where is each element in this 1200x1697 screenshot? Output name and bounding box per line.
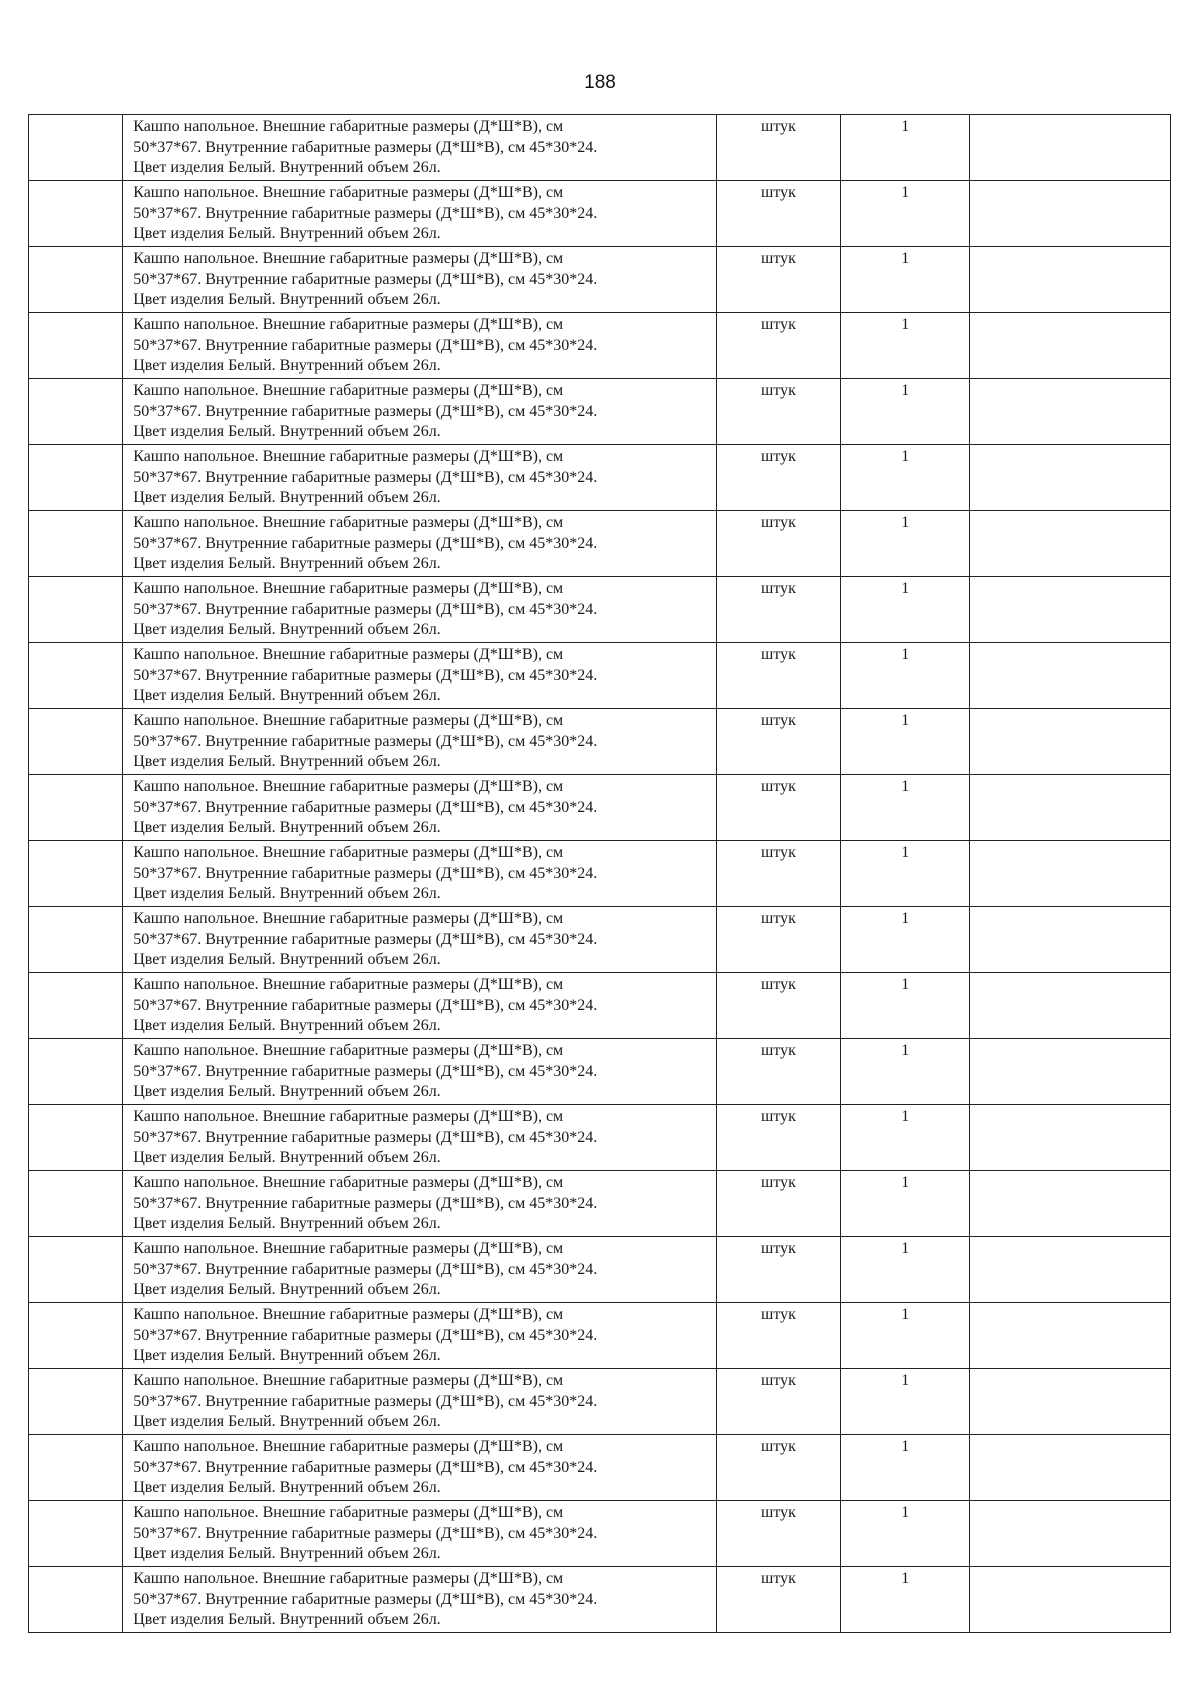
description-line: Цвет изделия Белый. Внутренний объем 26л. bbox=[133, 819, 441, 836]
quantity-cell: 1 bbox=[841, 1039, 970, 1105]
description-line: 50*37*67. Внутренние габаритные размеры (Д*Ш*В), см 45*30*24. bbox=[133, 1260, 598, 1278]
description-line: 50*37*67. Внутренние габаритные размеры (Д*Ш*В), см 45*30*24. bbox=[133, 930, 598, 948]
quantity-cell: 1 bbox=[841, 181, 970, 247]
note-cell bbox=[970, 841, 1171, 907]
row-number-cell bbox=[29, 643, 123, 709]
note-cell bbox=[970, 907, 1171, 973]
description-line: Кашпо напольное. Внешние габаритные размеры (Д*Ш*В), см bbox=[133, 514, 564, 531]
description-line: Кашпо напольное. Внешние габаритные размеры (Д*Ш*В), см bbox=[133, 910, 564, 927]
description-cell bbox=[123, 379, 717, 445]
description-line: 50*37*67. Внутренние габаритные размеры (Д*Ш*В), см 45*30*24. bbox=[133, 798, 598, 816]
note-cell bbox=[970, 1237, 1171, 1303]
description-cell bbox=[123, 577, 717, 643]
description-cell bbox=[123, 445, 717, 511]
row-number-cell bbox=[29, 1105, 123, 1171]
row-number-cell bbox=[29, 577, 123, 643]
table-row bbox=[29, 973, 1171, 1039]
row-number-cell bbox=[29, 1237, 123, 1303]
row-number-cell bbox=[29, 115, 123, 181]
description-cell bbox=[123, 1171, 717, 1237]
description-cell bbox=[123, 1567, 717, 1633]
quantity-cell: 1 bbox=[841, 1303, 970, 1369]
description-line: Кашпо напольное. Внешние габаритные размеры (Д*Ш*В), см bbox=[133, 184, 564, 201]
row-number-cell bbox=[29, 775, 123, 841]
unit-cell: штук bbox=[716, 1039, 840, 1105]
description-line: 50*37*67. Внутренние габаритные размеры (Д*Ш*В), см 45*30*24. bbox=[133, 402, 598, 420]
description-line: Кашпо напольное. Внешние габаритные размеры (Д*Ш*В), см bbox=[133, 1108, 564, 1125]
unit-cell: штук bbox=[716, 775, 840, 841]
description-line: Цвет изделия Белый. Внутренний объем 26л. bbox=[133, 1545, 441, 1562]
row-number-cell bbox=[29, 1435, 123, 1501]
row-number-cell bbox=[29, 247, 123, 313]
row-number-cell bbox=[29, 1567, 123, 1633]
description-cell bbox=[123, 181, 717, 247]
table-row bbox=[29, 511, 1171, 577]
unit-cell: штук bbox=[716, 577, 840, 643]
table-row bbox=[29, 1369, 1171, 1435]
description-line: Цвет изделия Белый. Внутренний объем 26л. bbox=[133, 687, 441, 704]
row-number-cell bbox=[29, 313, 123, 379]
table-row bbox=[29, 1171, 1171, 1237]
description-line: 50*37*67. Внутренние габаритные размеры (Д*Ш*В), см 45*30*24. bbox=[133, 864, 598, 882]
description-line: Цвет изделия Белый. Внутренний объем 26л. bbox=[133, 951, 441, 968]
description-line: Цвет изделия Белый. Внутренний объем 26л. bbox=[133, 621, 441, 638]
quantity-cell: 1 bbox=[841, 1435, 970, 1501]
description-line: Кашпо напольное. Внешние габаритные размеры (Д*Ш*В), см bbox=[133, 580, 564, 597]
description-line: 50*37*67. Внутренние габаритные размеры (Д*Ш*В), см 45*30*24. bbox=[133, 666, 598, 684]
description-cell bbox=[123, 1303, 717, 1369]
row-number-cell bbox=[29, 841, 123, 907]
description-cell bbox=[123, 1369, 717, 1435]
description-cell bbox=[123, 115, 717, 181]
description-line: 50*37*67. Внутренние габаритные размеры (Д*Ш*В), см 45*30*24. bbox=[133, 270, 598, 288]
description-cell bbox=[123, 1105, 717, 1171]
note-cell bbox=[970, 115, 1171, 181]
description-line: Кашпо напольное. Внешние габаритные размеры (Д*Ш*В), см bbox=[133, 1240, 564, 1257]
description-line: 50*37*67. Внутренние габаритные размеры (Д*Ш*В), см 45*30*24. bbox=[133, 336, 598, 354]
description-line: 50*37*67. Внутренние габаритные размеры (Д*Ш*В), см 45*30*24. bbox=[133, 468, 598, 486]
unit-cell: штук bbox=[716, 115, 840, 181]
description-cell bbox=[123, 1435, 717, 1501]
quantity-cell: 1 bbox=[841, 841, 970, 907]
note-cell bbox=[970, 379, 1171, 445]
description-line: Цвет изделия Белый. Внутренний объем 26л. bbox=[133, 423, 441, 440]
note-cell bbox=[970, 577, 1171, 643]
unit-cell: штук bbox=[716, 1303, 840, 1369]
description-line: Кашпо напольное. Внешние габаритные размеры (Д*Ш*В), см bbox=[133, 976, 564, 993]
note-cell bbox=[970, 181, 1171, 247]
unit-cell: штук bbox=[716, 511, 840, 577]
description-cell bbox=[123, 709, 717, 775]
quantity-cell: 1 bbox=[841, 1105, 970, 1171]
description-line: Цвет изделия Белый. Внутренний объем 26л. bbox=[133, 1347, 441, 1364]
description-line: Цвет изделия Белый. Внутренний объем 26л. bbox=[133, 1281, 441, 1298]
quantity-cell: 1 bbox=[841, 313, 970, 379]
quantity-cell: 1 bbox=[841, 1501, 970, 1567]
description-line: 50*37*67. Внутренние габаритные размеры (Д*Ш*В), см 45*30*24. bbox=[133, 1524, 598, 1542]
note-cell bbox=[970, 709, 1171, 775]
description-line: Кашпо напольное. Внешние габаритные размеры (Д*Ш*В), см bbox=[133, 118, 564, 135]
unit-cell: штук bbox=[716, 907, 840, 973]
unit-cell: штук bbox=[716, 379, 840, 445]
quantity-cell: 1 bbox=[841, 511, 970, 577]
quantity-cell: 1 bbox=[841, 445, 970, 511]
page-number: 188 bbox=[584, 72, 616, 93]
description-line: Кашпо напольное. Внешние габаритные размеры (Д*Ш*В), см bbox=[133, 778, 564, 795]
row-number-cell bbox=[29, 1501, 123, 1567]
description-line: Кашпо напольное. Внешние габаритные размеры (Д*Ш*В), см bbox=[133, 1174, 564, 1191]
table-row bbox=[29, 577, 1171, 643]
description-line: Кашпо напольное. Внешние габаритные размеры (Д*Ш*В), см bbox=[133, 712, 564, 729]
unit-cell: штук bbox=[716, 181, 840, 247]
description-line: Цвет изделия Белый. Внутренний объем 26л. bbox=[133, 489, 441, 506]
table-row bbox=[29, 115, 1171, 181]
description-line: 50*37*67. Внутренние габаритные размеры (Д*Ш*В), см 45*30*24. bbox=[133, 1128, 598, 1146]
description-cell bbox=[123, 1039, 717, 1105]
quantity-cell: 1 bbox=[841, 1237, 970, 1303]
description-cell bbox=[123, 313, 717, 379]
note-cell bbox=[970, 775, 1171, 841]
description-line: Кашпо напольное. Внешние габаритные размеры (Д*Ш*В), см bbox=[133, 1438, 564, 1455]
description-line: Кашпо напольное. Внешние габаритные размеры (Д*Ш*В), см bbox=[133, 844, 564, 861]
row-number-cell bbox=[29, 181, 123, 247]
note-cell bbox=[970, 1369, 1171, 1435]
unit-cell: штук bbox=[716, 709, 840, 775]
description-cell bbox=[123, 643, 717, 709]
description-line: Цвет изделия Белый. Внутренний объем 26л. bbox=[133, 357, 441, 374]
description-line: Цвет изделия Белый. Внутренний объем 26л. bbox=[133, 1479, 441, 1496]
note-cell bbox=[970, 313, 1171, 379]
description-cell bbox=[123, 775, 717, 841]
table-row bbox=[29, 709, 1171, 775]
description-line: Цвет изделия Белый. Внутренний объем 26л. bbox=[133, 1149, 441, 1166]
description-line: 50*37*67. Внутренние габаритные размеры (Д*Ш*В), см 45*30*24. bbox=[133, 1590, 598, 1608]
description-line: 50*37*67. Внутренние габаритные размеры (Д*Ш*В), см 45*30*24. bbox=[133, 1062, 598, 1080]
row-number-cell bbox=[29, 1303, 123, 1369]
description-line: Цвет изделия Белый. Внутренний объем 26л. bbox=[133, 1017, 441, 1034]
table-row bbox=[29, 1303, 1171, 1369]
table-row bbox=[29, 1501, 1171, 1567]
quantity-cell: 1 bbox=[841, 973, 970, 1039]
note-cell bbox=[970, 643, 1171, 709]
description-line: Кашпо напольное. Внешние габаритные размеры (Д*Ш*В), см bbox=[133, 448, 564, 465]
description-line: Кашпо напольное. Внешние габаритные размеры (Д*Ш*В), см bbox=[133, 1570, 564, 1587]
row-number-cell bbox=[29, 1039, 123, 1105]
row-number-cell bbox=[29, 445, 123, 511]
description-line: Кашпо напольное. Внешние габаритные размеры (Д*Ш*В), см bbox=[133, 646, 564, 663]
description-line: 50*37*67. Внутренние габаритные размеры (Д*Ш*В), см 45*30*24. bbox=[133, 732, 598, 750]
note-cell bbox=[970, 1501, 1171, 1567]
table-row bbox=[29, 313, 1171, 379]
note-cell bbox=[970, 973, 1171, 1039]
description-line: Кашпо напольное. Внешние габаритные размеры (Д*Ш*В), см bbox=[133, 1372, 564, 1389]
quantity-cell: 1 bbox=[841, 577, 970, 643]
table-row bbox=[29, 1039, 1171, 1105]
unit-cell: штук bbox=[716, 841, 840, 907]
unit-cell: штук bbox=[716, 1567, 840, 1633]
table-row bbox=[29, 643, 1171, 709]
description-line: Цвет изделия Белый. Внутренний объем 26л. bbox=[133, 1083, 441, 1100]
note-cell bbox=[970, 1105, 1171, 1171]
quantity-cell: 1 bbox=[841, 115, 970, 181]
description-line: Кашпо напольное. Внешние габаритные размеры (Д*Ш*В), см bbox=[133, 1504, 564, 1521]
unit-cell: штук bbox=[716, 1369, 840, 1435]
description-line: 50*37*67. Внутренние габаритные размеры (Д*Ш*В), см 45*30*24. bbox=[133, 534, 598, 552]
unit-cell: штук bbox=[716, 1435, 840, 1501]
row-number-cell bbox=[29, 907, 123, 973]
table-row bbox=[29, 1237, 1171, 1303]
table-row bbox=[29, 1567, 1171, 1633]
description-cell bbox=[123, 973, 717, 1039]
description-cell bbox=[123, 247, 717, 313]
description-cell bbox=[123, 1237, 717, 1303]
description-cell bbox=[123, 907, 717, 973]
description-line: 50*37*67. Внутренние габаритные размеры (Д*Ш*В), см 45*30*24. bbox=[133, 1458, 598, 1476]
description-line: Цвет изделия Белый. Внутренний объем 26л. bbox=[133, 291, 441, 308]
quantity-cell: 1 bbox=[841, 1567, 970, 1633]
quantity-cell: 1 bbox=[841, 1369, 970, 1435]
note-cell bbox=[970, 1435, 1171, 1501]
unit-cell: штук bbox=[716, 1237, 840, 1303]
description-line: Цвет изделия Белый. Внутренний объем 26л. bbox=[133, 225, 441, 242]
description-line: Кашпо напольное. Внешние габаритные размеры (Д*Ш*В), см bbox=[133, 250, 564, 267]
table-row bbox=[29, 1435, 1171, 1501]
note-cell bbox=[970, 511, 1171, 577]
description-line: Цвет изделия Белый. Внутренний объем 26л. bbox=[133, 753, 441, 770]
description-line: 50*37*67. Внутренние габаритные размеры (Д*Ш*В), см 45*30*24. bbox=[133, 204, 598, 222]
description-line: 50*37*67. Внутренние габаритные размеры (Д*Ш*В), см 45*30*24. bbox=[133, 138, 598, 156]
table-row bbox=[29, 1105, 1171, 1171]
table-row bbox=[29, 181, 1171, 247]
description-line: Цвет изделия Белый. Внутренний объем 26л. bbox=[133, 555, 441, 572]
table-row bbox=[29, 775, 1171, 841]
description-line: Кашпо напольное. Внешние габаритные размеры (Д*Ш*В), см bbox=[133, 316, 564, 333]
note-cell bbox=[970, 1171, 1171, 1237]
quantity-cell: 1 bbox=[841, 379, 970, 445]
quantity-cell: 1 bbox=[841, 247, 970, 313]
description-line: Кашпо напольное. Внешние габаритные размеры (Д*Ш*В), см bbox=[133, 1306, 564, 1323]
description-cell bbox=[123, 511, 717, 577]
note-cell bbox=[970, 247, 1171, 313]
description-cell bbox=[123, 1501, 717, 1567]
row-number-cell bbox=[29, 1369, 123, 1435]
description-line: Кашпо напольное. Внешние габаритные размеры (Д*Ш*В), см bbox=[133, 382, 564, 399]
table-row bbox=[29, 247, 1171, 313]
note-cell bbox=[970, 445, 1171, 511]
description-line: 50*37*67. Внутренние габаритные размеры (Д*Ш*В), см 45*30*24. bbox=[133, 996, 598, 1014]
description-line: Цвет изделия Белый. Внутренний объем 26л. bbox=[133, 1611, 441, 1628]
table-row bbox=[29, 379, 1171, 445]
row-number-cell bbox=[29, 1171, 123, 1237]
description-line: Цвет изделия Белый. Внутренний объем 26л. bbox=[133, 885, 441, 902]
unit-cell: штук bbox=[716, 313, 840, 379]
table-row bbox=[29, 907, 1171, 973]
note-cell bbox=[970, 1039, 1171, 1105]
row-number-cell bbox=[29, 511, 123, 577]
row-number-cell bbox=[29, 379, 123, 445]
unit-cell: штук bbox=[716, 1171, 840, 1237]
row-number-cell bbox=[29, 973, 123, 1039]
table-body bbox=[29, 115, 1171, 1633]
unit-cell: штук bbox=[716, 973, 840, 1039]
description-line: Цвет изделия Белый. Внутренний объем 26л. bbox=[133, 159, 441, 176]
unit-cell: штук bbox=[716, 247, 840, 313]
unit-cell: штук bbox=[716, 1501, 840, 1567]
note-cell bbox=[970, 1567, 1171, 1633]
quantity-cell: 1 bbox=[841, 709, 970, 775]
description-cell bbox=[123, 841, 717, 907]
description-line: Цвет изделия Белый. Внутренний объем 26л. bbox=[133, 1413, 441, 1430]
unit-cell: штук bbox=[716, 1105, 840, 1171]
note-cell bbox=[970, 1303, 1171, 1369]
table-row bbox=[29, 841, 1171, 907]
unit-cell: штук bbox=[716, 643, 840, 709]
quantity-cell: 1 bbox=[841, 775, 970, 841]
quantity-cell: 1 bbox=[841, 1171, 970, 1237]
description-line: 50*37*67. Внутренние габаритные размеры (Д*Ш*В), см 45*30*24. bbox=[133, 1392, 598, 1410]
quantity-cell: 1 bbox=[841, 907, 970, 973]
description-line: 50*37*67. Внутренние габаритные размеры (Д*Ш*В), см 45*30*24. bbox=[133, 1194, 598, 1212]
table-row bbox=[29, 445, 1171, 511]
description-line: Цвет изделия Белый. Внутренний объем 26л. bbox=[133, 1215, 441, 1232]
row-number-cell bbox=[29, 709, 123, 775]
items-table bbox=[28, 114, 1171, 1633]
description-line: 50*37*67. Внутренние габаритные размеры (Д*Ш*В), см 45*30*24. bbox=[133, 1326, 598, 1344]
description-line: 50*37*67. Внутренние габаритные размеры (Д*Ш*В), см 45*30*24. bbox=[133, 600, 598, 618]
quantity-cell: 1 bbox=[841, 643, 970, 709]
unit-cell: штук bbox=[716, 445, 840, 511]
description-line: Кашпо напольное. Внешние габаритные размеры (Д*Ш*В), см bbox=[133, 1042, 564, 1059]
